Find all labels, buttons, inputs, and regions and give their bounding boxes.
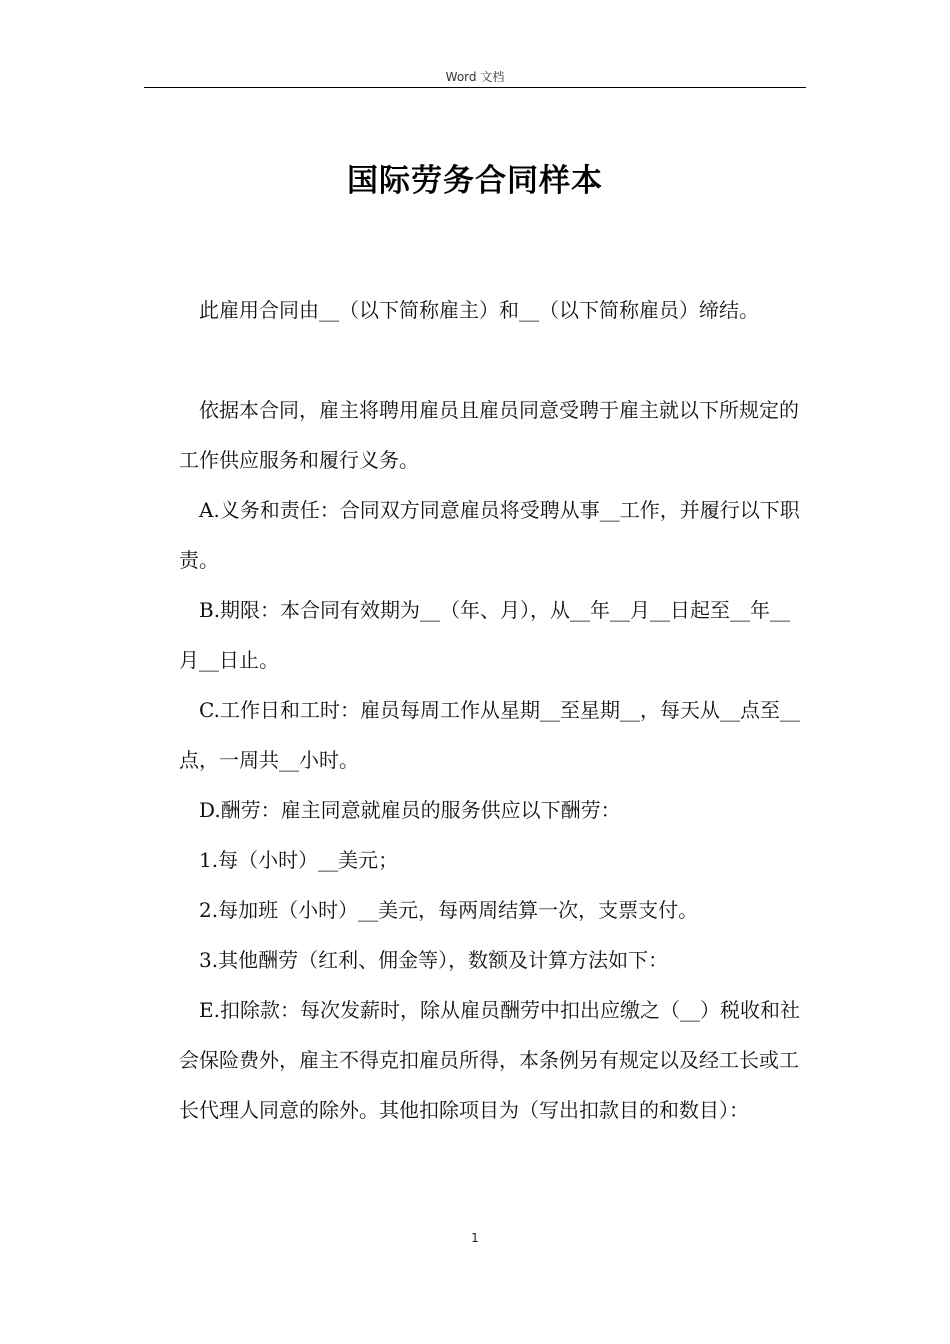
paragraph-d-pay: D.酬劳：雇主同意就雇员的服务供应以下酬劳： — [199, 798, 621, 822]
paragraph-d2-overtime: 2.每加班（小时）__美元，每两周结算一次，支票支付。 — [199, 898, 699, 922]
page-header: Word 文档 — [445, 70, 505, 84]
document-title: 国际劳务合同样本 — [347, 163, 603, 199]
paragraph-c-hours: C.工作日和工时：雇员每周工作从星期__至星期__，每天从__点至__点，一周共__小时。 — [179, 698, 800, 772]
paragraph-intro: 此雇用合同由__（以下简称雇主）和__（以下简称雇员）缔结。 — [199, 298, 759, 322]
paragraph-b-term: B.期限：本合同有效期为__（年、月），从__年__月__日起至__年__月__日止。 — [179, 598, 791, 672]
page-number: 1 — [471, 1231, 479, 1245]
paragraph-e-deductions: E.扣除款：每次发薪时，除从雇员酬劳中扣出应缴之（__）税收和社会保险费外，雇主不得克扣雇员所得，本条例另有规定以及经工长或工长代理人同意的除外。其他扣除项目为（写出扣款目的和数目）： — [179, 998, 800, 1122]
paragraph-d1-hourly: 1.每（小时）__美元； — [199, 848, 399, 872]
paragraph-basis: 依据本合同，雇主将聘用雇员且雇员同意受聘于雇主就以下所规定的工作供应服务和履行义务。 — [179, 398, 799, 472]
header-divider — [144, 87, 806, 88]
document-body — [179, 285, 804, 1135]
paragraph-d3-other: 3.其他酬劳（红利、佣金等），数额及计算方法如下： — [199, 948, 669, 972]
paragraph-a-duties: A.义务和责任：合同双方同意雇员将受聘从事__工作，并履行以下职责。 — [179, 498, 800, 572]
